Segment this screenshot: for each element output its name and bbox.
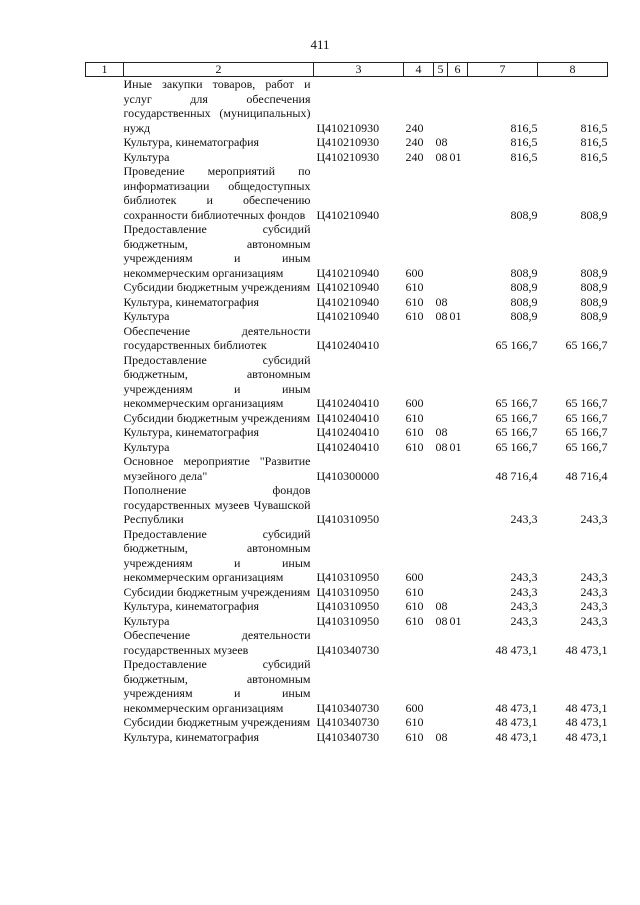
expense-type-cell: 610 — [405, 439, 424, 454]
amount-2-cell: 243,3 — [580, 613, 608, 628]
item-name-cell: Предоставление субсидий бюджетным, автономным учреждениям и иным некоммерческим организациям — [123, 352, 311, 410]
table-row — [86, 324, 608, 353]
table-row — [86, 353, 608, 411]
col-header-6: 6 — [448, 63, 468, 77]
subsection-cell — [448, 411, 468, 426]
subsection-cell — [448, 222, 468, 280]
target-code-cell: Ц410340730 — [316, 729, 380, 744]
section-cell: 08 — [435, 599, 448, 613]
target-code-cell: Ц410300000 — [316, 468, 380, 483]
expense-type-cell: 240 — [405, 135, 424, 149]
subsection-cell — [448, 628, 468, 657]
amount-2-cell: 808,9 — [580, 309, 608, 323]
expense-type-cell — [404, 164, 434, 222]
amount-1-cell: 243,3 — [510, 599, 538, 613]
amount-1-cell: 48 473,1 — [495, 700, 538, 715]
section-cell: 08 — [435, 294, 448, 309]
item-name-cell: Обеспечение деятельности государственных библиотек — [123, 323, 311, 352]
amount-2-cell: 808,9 — [580, 265, 608, 280]
subsection-cell — [448, 483, 468, 527]
subsection-cell — [448, 280, 468, 295]
target-code-cell: Ц410310950 — [316, 613, 380, 628]
amount-2-cell: 243,3 — [580, 512, 608, 526]
amount-2-cell: 808,9 — [580, 280, 608, 294]
target-code-cell: Ц410240410 — [316, 410, 380, 425]
table-row — [86, 222, 608, 280]
amount-1-cell: 808,9 — [510, 265, 538, 280]
amount-2-cell: 48 473,1 — [565, 715, 608, 729]
table-row — [86, 77, 608, 136]
expense-type-cell: 240 — [405, 149, 424, 164]
subsection-cell — [448, 599, 468, 614]
section-cell: 08 — [435, 439, 448, 454]
amount-2-cell: 65 166,7 — [565, 396, 608, 410]
amount-2-cell: 816,5 — [580, 120, 608, 135]
amount-2-cell: 816,5 — [580, 135, 608, 149]
amount-1-cell: 65 166,7 — [495, 410, 538, 425]
subsection-cell — [448, 164, 468, 222]
item-name-cell: Культура — [123, 439, 170, 454]
expense-type-cell: 600 — [405, 570, 424, 584]
row-number-cell — [86, 585, 124, 600]
amount-1-cell: 808,9 — [510, 207, 538, 222]
target-code-cell: Ц410210940 — [316, 309, 380, 323]
target-code-cell: Ц410310950 — [316, 512, 380, 526]
table-row — [86, 135, 608, 150]
page-number: 411 — [310, 37, 330, 52]
table-body — [86, 77, 608, 745]
amount-1-cell: 48 473,1 — [495, 715, 538, 729]
row-number-cell — [86, 324, 124, 353]
section-cell — [434, 585, 448, 600]
target-code-cell: Ц410210930 — [316, 135, 380, 149]
amount-2-cell: 48 716,4 — [565, 468, 608, 483]
table-row — [86, 483, 608, 527]
amount-1-cell: 808,9 — [510, 309, 538, 323]
row-number-cell — [86, 599, 124, 614]
amount-2-cell: 48 473,1 — [565, 729, 608, 744]
table-row — [86, 280, 608, 295]
target-code-cell: Ц410340730 — [316, 715, 380, 729]
expense-type-cell: 610 — [405, 715, 424, 729]
table-row — [86, 628, 608, 657]
row-number-cell — [86, 715, 124, 730]
table-row — [86, 411, 608, 426]
amount-2-cell: 48 473,1 — [565, 642, 608, 657]
item-name-cell: Культура — [123, 613, 170, 628]
table-row — [86, 164, 608, 222]
amount-2-cell: 243,3 — [580, 570, 608, 584]
expense-type-cell: 610 — [405, 309, 424, 323]
row-number-cell — [86, 280, 124, 295]
subsection-cell — [448, 324, 468, 353]
section-cell: 08 — [435, 149, 448, 164]
target-code-cell: Ц410310950 — [316, 570, 380, 584]
row-number-cell — [86, 77, 124, 136]
table-row — [86, 150, 608, 165]
section-cell — [434, 324, 448, 353]
amount-2-cell: 65 166,7 — [565, 425, 608, 439]
amount-1-cell: 808,9 — [510, 280, 538, 294]
table-row — [86, 454, 608, 483]
subsection-cell — [448, 657, 468, 715]
row-number-cell — [86, 657, 124, 715]
row-number-cell — [86, 353, 124, 411]
item-name-cell: Культура, кинематография — [123, 425, 260, 439]
section-cell — [434, 353, 448, 411]
expense-type-cell: 610 — [405, 280, 424, 294]
amount-1-cell: 65 166,7 — [495, 396, 538, 410]
amount-1-cell: 65 166,7 — [495, 439, 538, 454]
target-code-cell: Ц410210930 — [316, 149, 380, 164]
table-row — [86, 425, 608, 440]
target-code-cell: Ц410210940 — [316, 294, 380, 309]
amount-2-cell: 65 166,7 — [565, 410, 608, 425]
amount-2-cell: 48 473,1 — [565, 700, 608, 715]
section-cell — [434, 527, 448, 585]
target-code-cell: Ц410310950 — [316, 599, 380, 613]
expense-type-cell: 600 — [405, 396, 424, 410]
amount-2-cell: 243,3 — [580, 584, 608, 599]
expense-type-cell — [404, 628, 434, 657]
amount-1-cell: 816,5 — [510, 120, 538, 135]
section-cell: 08 — [435, 729, 448, 744]
expense-type-cell: 610 — [405, 410, 424, 425]
col-header-2: 2 — [124, 63, 314, 77]
item-name-cell: Обеспечение деятельности государственных музеев — [123, 628, 311, 657]
table-row — [86, 440, 608, 455]
section-cell: 08 — [435, 135, 448, 149]
item-name-cell: Иные закупки товаров, работ и услуг для обеспечения государственных (муниципальных) нужд — [123, 77, 311, 135]
amount-2-cell: 808,9 — [580, 207, 608, 222]
section-cell — [434, 454, 448, 483]
expense-type-cell: 610 — [405, 599, 424, 613]
target-code-cell: Ц410210930 — [316, 120, 380, 135]
expense-type-cell: 610 — [405, 729, 424, 744]
subsection-cell — [448, 527, 468, 585]
item-name-cell: Культура, кинематография — [123, 294, 260, 309]
subsection-cell: 01 — [449, 613, 462, 628]
target-code-cell: Ц410340730 — [316, 700, 380, 715]
section-cell — [434, 77, 448, 136]
item-name-cell: Предоставление субсидий бюджетным, автономным учреждениям и иным некоммерческим организациям — [123, 222, 311, 280]
item-name-cell: Культура — [123, 149, 170, 164]
target-code-cell: Ц410240410 — [316, 338, 380, 352]
col-header-8: 8 — [538, 63, 608, 77]
row-number-cell — [86, 164, 124, 222]
amount-1-cell: 816,5 — [510, 135, 538, 149]
expense-type-cell — [404, 454, 434, 483]
table-row — [86, 585, 608, 600]
table-row — [86, 715, 608, 730]
amount-1-cell: 48 473,1 — [495, 729, 538, 744]
row-number-cell — [86, 150, 124, 165]
col-header-5: 5 — [434, 63, 448, 77]
amount-2-cell: 65 166,7 — [565, 439, 608, 454]
subsection-cell — [448, 454, 468, 483]
row-number-cell — [86, 411, 124, 426]
target-code-cell: Ц410310950 — [316, 584, 380, 599]
table-row — [86, 730, 608, 745]
row-number-cell — [86, 135, 124, 150]
item-name-cell: Культура, кинематография — [123, 599, 260, 613]
expense-type-cell — [404, 483, 434, 527]
expense-type-cell — [404, 324, 434, 353]
section-cell: 08 — [435, 309, 448, 323]
item-name-cell: Культура — [123, 309, 170, 323]
table-row — [86, 527, 608, 585]
amount-1-cell: 48 716,4 — [495, 468, 538, 483]
amount-1-cell: 243,3 — [510, 584, 538, 599]
target-code-cell: Ц410210940 — [316, 280, 380, 294]
target-code-cell: Ц410240410 — [316, 396, 380, 410]
expense-type-cell: 610 — [405, 584, 424, 599]
item-name-cell: Субсидии бюджетным учреждениям — [123, 410, 311, 425]
item-name-cell: Культура, кинематография — [123, 135, 260, 149]
amount-1-cell: 48 473,1 — [495, 642, 538, 657]
expense-type-cell: 600 — [405, 700, 424, 715]
section-cell: 08 — [435, 613, 448, 628]
table-row — [86, 599, 608, 614]
row-number-cell — [86, 730, 124, 745]
table-row — [86, 657, 608, 715]
row-number-cell — [86, 309, 124, 324]
expense-type-cell: 610 — [405, 425, 424, 439]
section-cell: 08 — [435, 425, 448, 439]
table-row — [86, 309, 608, 324]
amount-2-cell: 808,9 — [580, 294, 608, 309]
subsection-cell — [448, 425, 468, 440]
row-number-cell — [86, 527, 124, 585]
col-header-3: 3 — [314, 63, 404, 77]
section-cell — [434, 715, 448, 730]
subsection-cell — [448, 77, 468, 136]
subsection-cell: 01 — [449, 309, 462, 323]
section-cell — [434, 280, 448, 295]
col-header-1: 1 — [86, 63, 124, 77]
amount-1-cell: 243,3 — [510, 613, 538, 628]
target-code-cell: Ц410210940 — [316, 207, 380, 222]
amount-1-cell: 808,9 — [510, 294, 538, 309]
col-header-4: 4 — [404, 63, 434, 77]
amount-2-cell: 65 166,7 — [565, 338, 608, 352]
row-number-cell — [86, 425, 124, 440]
item-name-cell: Предоставление субсидий бюджетным, автономным учреждениям и иным некоммерческим организациям — [123, 657, 311, 715]
subsection-cell — [448, 715, 468, 730]
target-code-cell: Ц410210940 — [316, 265, 380, 280]
expense-type-cell: 600 — [405, 265, 424, 280]
row-number-cell — [86, 222, 124, 280]
amount-1-cell: 65 166,7 — [495, 338, 538, 352]
item-name-cell: Субсидии бюджетным учреждениям — [123, 584, 311, 599]
expense-type-cell: 610 — [405, 613, 424, 628]
subsection-cell — [448, 295, 468, 310]
row-number-cell — [86, 454, 124, 483]
subsection-cell: 01 — [449, 439, 462, 454]
section-cell — [434, 222, 448, 280]
amount-1-cell: 243,3 — [510, 512, 538, 526]
subsection-cell — [448, 730, 468, 745]
col-header-7: 7 — [468, 63, 538, 77]
section-cell — [434, 483, 448, 527]
subsection-cell — [448, 353, 468, 411]
item-name-cell: Пополнение фондов государственных музеев Чувашской Республики — [123, 483, 311, 526]
row-number-cell — [86, 483, 124, 527]
budget-table — [85, 62, 608, 744]
item-name-cell: Субсидии бюджетным учреждениям — [123, 280, 311, 294]
table-row — [86, 295, 608, 310]
target-code-cell: Ц410340730 — [316, 642, 380, 657]
section-cell — [434, 411, 448, 426]
section-cell — [434, 628, 448, 657]
expense-type-cell: 240 — [405, 120, 424, 135]
item-name-cell: Предоставление субсидий бюджетным, автономным учреждениям и иным некоммерческим организациям — [123, 526, 311, 584]
row-number-cell — [86, 295, 124, 310]
row-number-cell — [86, 440, 124, 455]
subsection-cell — [448, 135, 468, 150]
subsection-cell: 01 — [449, 149, 462, 164]
table-row — [86, 614, 608, 629]
header-row — [86, 63, 608, 77]
amount-1-cell: 243,3 — [510, 570, 538, 584]
expense-type-cell: 610 — [405, 294, 424, 309]
item-name-cell: Основное мероприятие "Развитие музейного дела" — [123, 454, 311, 483]
section-cell — [434, 657, 448, 715]
row-number-cell — [86, 614, 124, 629]
row-number-cell — [86, 628, 124, 657]
item-name-cell: Культура, кинематография — [123, 729, 260, 744]
amount-2-cell: 243,3 — [580, 599, 608, 613]
amount-2-cell: 816,5 — [580, 149, 608, 164]
section-cell — [434, 164, 448, 222]
amount-1-cell: 65 166,7 — [495, 425, 538, 439]
item-name-cell: Проведение мероприятий по информатизации общедоступных библиотек и обеспечению сохранности библиотечных фондов — [123, 164, 311, 222]
amount-1-cell: 816,5 — [510, 149, 538, 164]
item-name-cell: Субсидии бюджетным учреждениям — [123, 715, 311, 729]
target-code-cell: Ц410240410 — [316, 439, 380, 454]
subsection-cell — [448, 585, 468, 600]
target-code-cell: Ц410240410 — [316, 425, 380, 439]
